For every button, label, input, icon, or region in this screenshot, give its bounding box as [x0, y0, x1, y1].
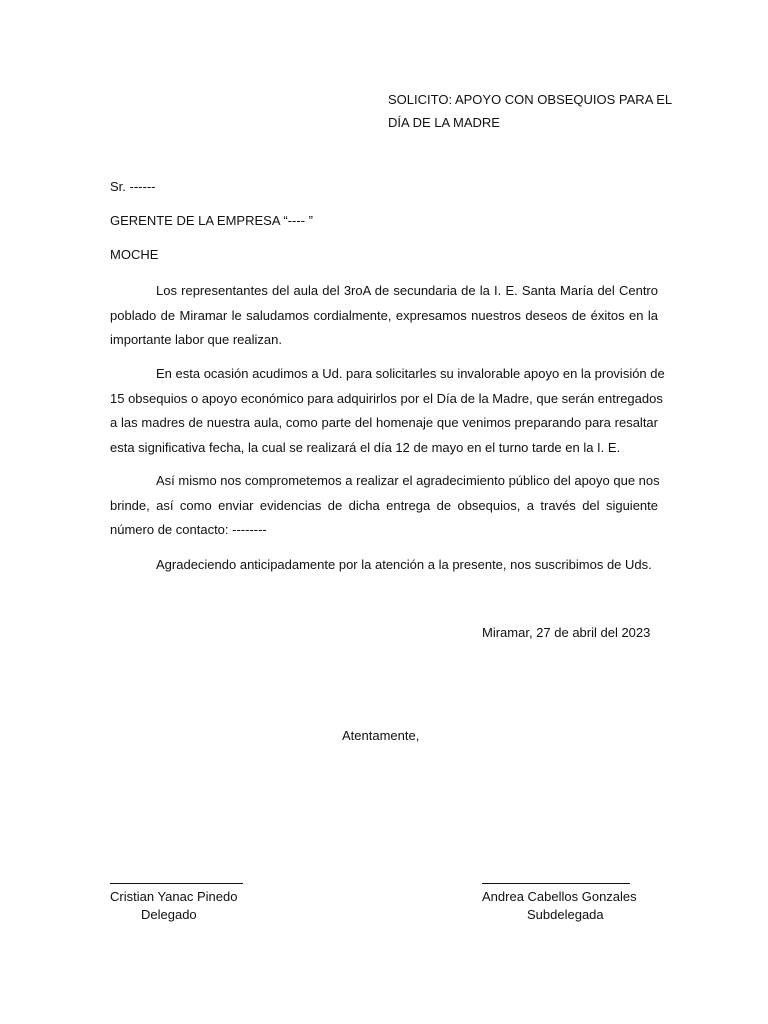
subject-block — [388, 88, 672, 134]
letter-date: Miramar, 27 de abril del 2023 — [482, 625, 651, 640]
signer-right-name: Andrea Cabellos Gonzales — [482, 889, 637, 904]
recipient-location: MOCHE — [110, 247, 159, 262]
paragraph-line: 15 obsequios o apoyo económico para adquirirlos por el Día de la Madre, que serán entregados — [110, 390, 663, 406]
closing-text: Atentamente, — [342, 728, 420, 743]
signature-line-right — [482, 883, 630, 884]
paragraph-line: Los representantes del aula del 3roA de secundaria de la I. E. Santa María del Centro — [156, 283, 658, 298]
paragraph-line: brinde, así como enviar evidencias de dicha entrega de obsequios, a través del siguiente — [110, 497, 658, 513]
subject-line-1: SOLICITO: APOYO CON OBSEQUIOS PARA EL — [388, 92, 673, 107]
paragraph-line: Así mismo nos comprometemos a realizar el agradecimiento público del apoyo que nos — [156, 473, 660, 488]
paragraph-line: número de contacto: -------- — [110, 522, 267, 537]
body-paragraph-1 — [110, 279, 658, 353]
recipient-salutation: Sr. ------ — [110, 179, 156, 194]
paragraph-line: En esta ocasión acudimos a Ud. para solicitarles su invalorable apoyo en la provisión de — [156, 366, 665, 381]
paragraph-line: Agradeciendo anticipadamente por la atención a la presente, nos suscribimos de Uds. — [156, 557, 652, 572]
body-paragraph-2 — [110, 362, 665, 460]
signer-left-name: Cristian Yanac Pinedo — [110, 889, 238, 904]
subject-line-2: DÍA DE LA MADRE — [388, 115, 500, 130]
signature-line-left — [110, 883, 243, 884]
paragraph-line: esta significativa fecha, la cual se realizará el día 12 de mayo en el turno tarde en la I. E. — [110, 439, 621, 455]
signer-left-role: Delegado — [141, 907, 197, 922]
paragraph-line: a las madres de nuestra aula, como parte del homenaje que venimos preparando para resaltar — [110, 415, 658, 430]
paragraph-line: poblado de Miramar le saludamos cordialmente, expresamos nuestros deseos de éxitos en la — [110, 307, 658, 323]
body-paragraph-4 — [110, 553, 658, 578]
paragraph-line: importante labor que realizan. — [110, 332, 282, 347]
signer-right-role: Subdelegada — [527, 907, 604, 922]
recipient-position: GERENTE DE LA EMPRESA “---- ” — [110, 213, 313, 228]
body-paragraph-3 — [110, 469, 658, 543]
